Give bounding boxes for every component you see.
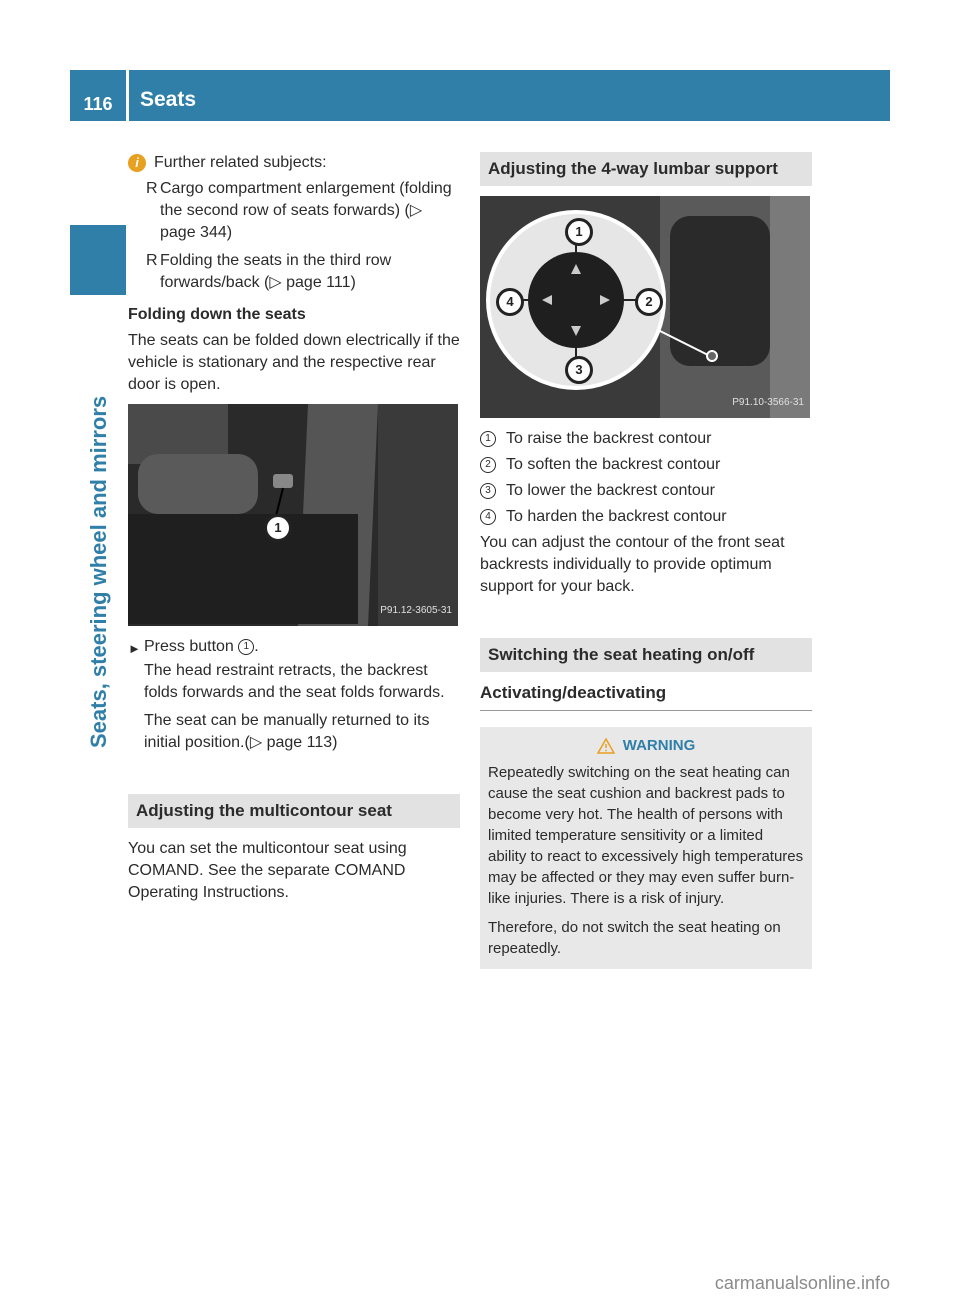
side-tab-label: Seats, steering wheel and mirrors: [86, 395, 111, 748]
lumbar-photo: [480, 196, 810, 418]
bullet-text: Folding the seats in the third row forwards/back (▷ page 111): [160, 252, 392, 291]
step-result: The head restraint retracts, the backrest folds forwards and the seat folds forwards.: [144, 662, 445, 701]
callout-3: 3: [565, 356, 593, 384]
list-item: [128, 178, 460, 244]
section-multicontour: Adjusting the multicontour seat: [128, 794, 460, 828]
right-column: [480, 152, 812, 969]
lumbar-text: You can adjust the contour of the front seat backrests individually to provide optimum support for your back.: [480, 534, 785, 595]
callout-1: 1: [264, 514, 292, 542]
seat-fold-illustration: [128, 404, 458, 626]
step-manual: The seat can be manually returned to its initial position.(▷ page 113): [144, 712, 430, 751]
warning-text: Repeatedly switching on the seat heating can cause the seat cushion and backrest pads to become very hot. The health of persons with limited temperature sensitivity or a limited ability to react to excessively high temperatures may be affected or they may even suffer burn-like injuries. There is a risk of injury.: [488, 764, 804, 907]
legend-number: 4: [480, 506, 506, 528]
arrow-icon: ►: [128, 641, 141, 656]
page-number: 116: [70, 70, 126, 121]
side-tab-marker: [70, 225, 126, 295]
legend-list: [480, 428, 812, 528]
photo-code: P91.10-3566-31: [732, 397, 804, 408]
left-column: [128, 152, 460, 912]
warning-header: [488, 735, 804, 756]
seat-fold-photo: [128, 404, 458, 626]
callout-ref-1: 1: [238, 639, 254, 655]
section-heating: Switching the seat heating on/off: [480, 638, 812, 672]
list-item: [128, 250, 460, 294]
bullet-marker: R: [146, 180, 158, 197]
legend-item: [480, 428, 812, 450]
watermark: carmanualsonline.info: [714, 1273, 890, 1293]
legend-item: [480, 454, 812, 476]
step-text: [144, 636, 259, 660]
legend-text: To lower the backrest contour: [506, 482, 715, 499]
multicontour-text: You can set the multicontour seat using COMAND. See the separate COMAND Operating Instructions.: [128, 840, 407, 901]
legend-number: 3: [480, 480, 506, 502]
warning-label: WARNING: [622, 737, 696, 754]
info-note: [128, 152, 460, 174]
legend-item: [480, 506, 812, 528]
legend-text: To harden the backrest contour: [506, 508, 727, 525]
section-lumbar: Adjusting the 4-way lumbar support: [480, 152, 812, 186]
info-note-text: Further related subjects:: [154, 154, 327, 171]
legend-text: To raise the backrest contour: [506, 430, 712, 447]
step-prefix: Press button: [144, 638, 234, 655]
warning-icon: [597, 738, 615, 754]
callout-2: 2: [635, 288, 663, 316]
folding-heading: Folding down the seats: [128, 306, 306, 323]
step-suffix: .: [254, 638, 259, 655]
legend-item: [480, 480, 812, 502]
legend-number: 1: [480, 428, 506, 450]
photo-code: P91.12-3605-31: [380, 605, 452, 616]
warning-box: [480, 727, 812, 969]
legend-text: To soften the backrest contour: [506, 456, 721, 473]
callout-4: 4: [496, 288, 524, 316]
bullet-marker: R: [146, 252, 158, 269]
header-divider: [126, 70, 129, 121]
page-title: Seats: [140, 88, 197, 111]
legend-number: 2: [480, 454, 506, 476]
bullet-text: Cargo compartment enlargement (folding the second row of seats forwards) (▷ page 344): [160, 180, 452, 241]
heating-subheading: Activating/deactivating: [480, 682, 812, 711]
warning-advice: Therefore, do not switch the seat heating on repeatedly.: [488, 919, 781, 957]
info-icon: i: [128, 154, 146, 172]
callout-1: 1: [565, 218, 593, 246]
instruction-step: [128, 636, 460, 660]
folding-text: The seats can be folded down electrically if the vehicle is stationary and the respective rear door is open.: [128, 332, 460, 393]
